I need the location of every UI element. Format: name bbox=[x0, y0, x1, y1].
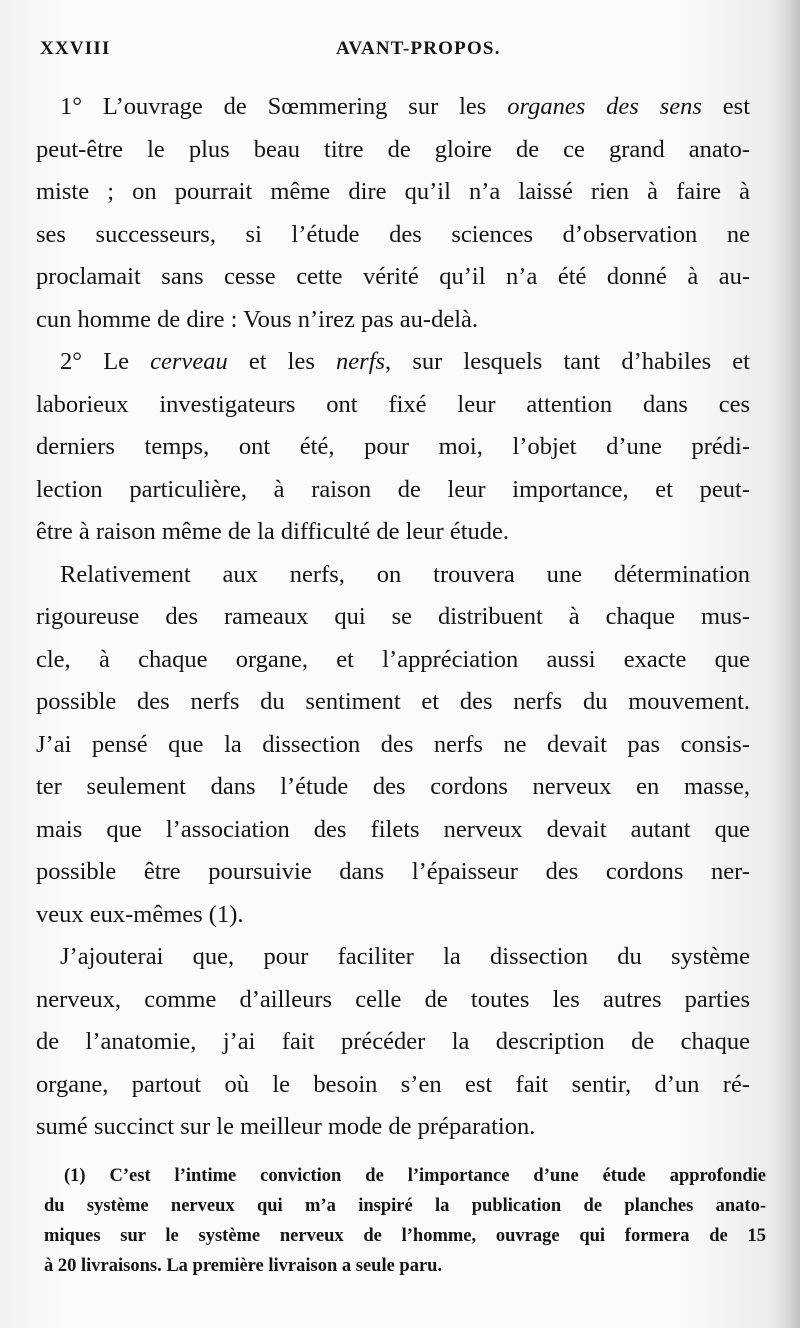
text-line: nerveux, comme d’ailleurs celle de toutes les autres parties bbox=[36, 985, 750, 1013]
footnote-line: (1) C’est l’intime conviction de l’importance d’une étude approfondie bbox=[64, 1166, 766, 1186]
footnote-line: à 20 livraisons. La première livraison a seule paru. bbox=[44, 1256, 443, 1276]
text-line: laborieux investigateurs ont fixé leur attention dans ces bbox=[36, 390, 750, 418]
text-line: Relativement aux nerfs, on trouvera une détermination bbox=[60, 560, 750, 588]
footnote bbox=[44, 1161, 766, 1281]
text-line: de l’anatomie, j’ai fait précéder la description de chaque bbox=[36, 1028, 750, 1055]
text-line: rigoureuse des rameaux qui se distribuent à chaque mus- bbox=[36, 603, 750, 630]
text-line: peut-être le plus beau titre de gloire de ce grand anato- bbox=[36, 135, 750, 163]
italic-term: organes des sens bbox=[507, 93, 702, 120]
italic-term: cerveau bbox=[150, 348, 228, 375]
text-line: cle, à chaque organe, et l’appréciation aussi exacte que bbox=[36, 645, 750, 673]
text-line: mais que l’association des filets nerveux devait autant que bbox=[36, 815, 750, 843]
text-line: 2° Le cerveau et les nerfs, sur lesquels tant d’habiles et bbox=[60, 348, 750, 375]
paragraph bbox=[36, 341, 750, 554]
text-line: ses successeurs, si l’étude des sciences d’observation ne bbox=[36, 220, 750, 248]
text-line: cun homme de dire : Vous n’irez pas au-delà. bbox=[36, 305, 479, 333]
text-line: J’ajouterai que, pour faciliter la dissection du système bbox=[60, 943, 750, 970]
running-title: AVANT-PROPOS. bbox=[336, 38, 501, 59]
text-line: veux eux-mêmes (1). bbox=[36, 900, 244, 928]
text-line: ter seulement dans l’étude des cordons nerveux en masse, bbox=[36, 773, 750, 800]
text-line: être à raison même de la difficulté de leur étude. bbox=[36, 518, 510, 545]
page-header bbox=[40, 38, 740, 66]
paragraph bbox=[36, 554, 750, 937]
page-number: XXVIII bbox=[40, 38, 111, 59]
text-line: sumé succinct sur le meilleur mode de préparation. bbox=[36, 1113, 536, 1140]
paragraph bbox=[36, 936, 750, 1149]
paragraph bbox=[36, 86, 750, 341]
text-line: J’ai pensé que la dissection des nerfs ne devait pas consis- bbox=[36, 730, 750, 758]
text-line: lection particulière, à raison de leur importance, et peut- bbox=[36, 475, 750, 503]
text-line: organe, partout où le besoin s’en est fait sentir, d’un ré- bbox=[36, 1070, 750, 1098]
text-line: 1° L’ouvrage de Sœmmering sur les organes des sens est bbox=[60, 93, 751, 120]
italic-term: nerfs bbox=[336, 348, 386, 375]
page-edge-shadow bbox=[774, 0, 800, 1328]
text-line: miste ; on pourrait même dire qu’il n’a laissé rien à faire à bbox=[36, 178, 750, 205]
footnote-line: du système nerveux qui m’a inspiré la publication de planches anato- bbox=[44, 1196, 766, 1216]
body-text bbox=[36, 86, 750, 1149]
text-line: possible être poursuivie dans l’épaisseur des cordons ner- bbox=[36, 858, 750, 885]
text-line: proclamait sans cesse cette vérité qu’il n’a été donné à au- bbox=[36, 263, 750, 290]
text-line: derniers temps, ont été, pour moi, l’objet d’une prédi- bbox=[36, 433, 750, 460]
footnote-line: miques sur le système nerveux de l’homme, ouvrage qui formera de 15 bbox=[44, 1226, 766, 1246]
text-line: possible des nerfs du sentiment et des nerfs du mouvement. bbox=[36, 688, 750, 715]
